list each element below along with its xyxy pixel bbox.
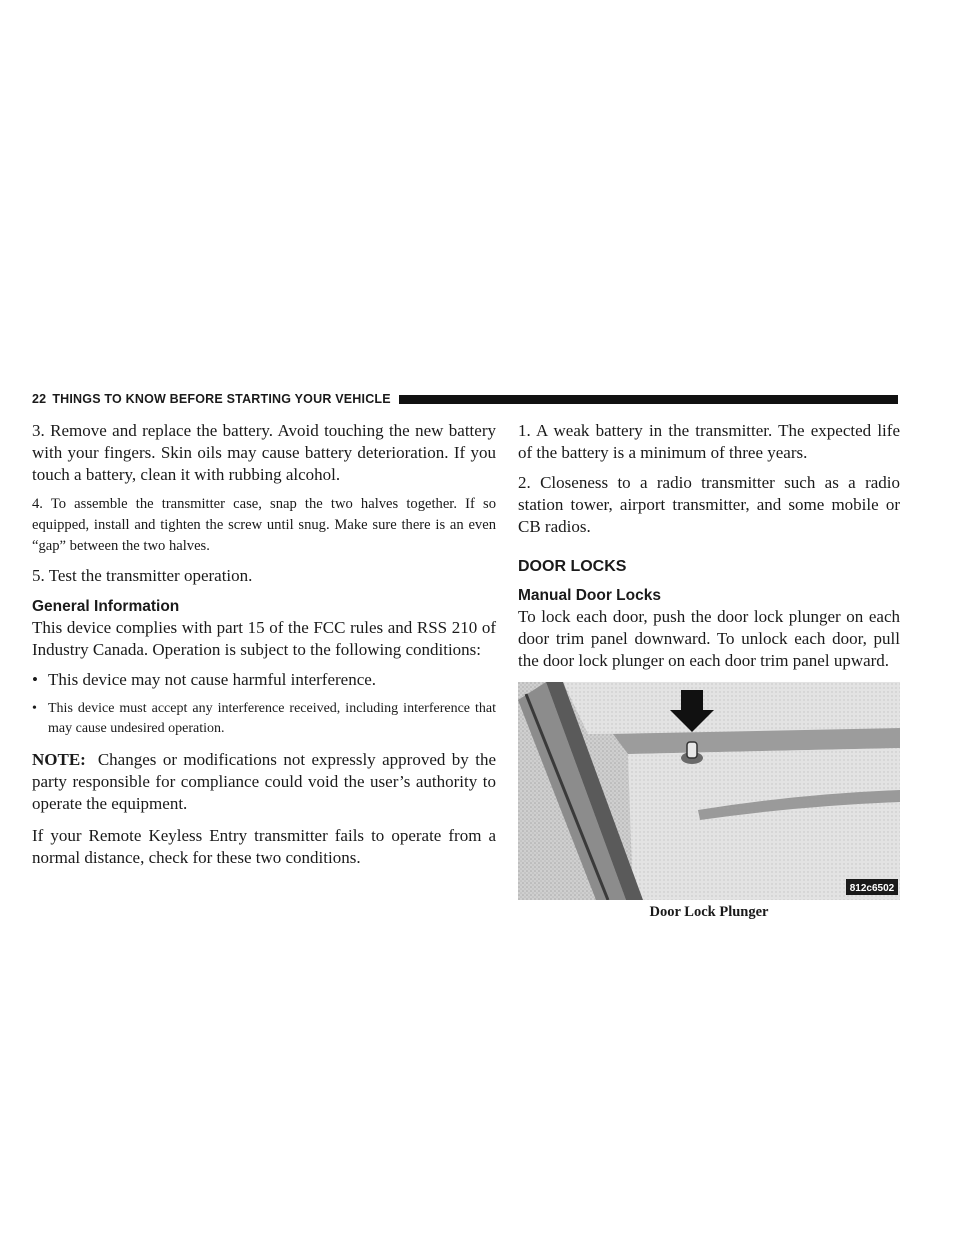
door-lock-figure [518,682,900,922]
window-area [563,682,900,734]
note-paragraph [32,749,496,815]
door-lock-plunger [687,742,697,758]
manual-door-locks-heading: Manual Door Locks [518,587,661,604]
note-label: NOTE: [32,750,86,769]
note-text: Changes or modifications not expressly approved by the party responsible for compliance could void the user’s authority to operate the equipment. [32,750,496,813]
step-3-text: 3. Remove and replace the battery. Avoid touching the new battery with your fingers. Skin oils may cause battery deterioration. If you touch a battery, clean it with rubbing alcohol. [32,421,496,484]
page-header [32,389,898,409]
general-information-heading: General Information [32,598,180,615]
bullet-item [32,699,496,739]
manual-door-locks-text: To lock each door, push the door lock plunger on each door trim panel downward. To unlock each door, pull the door lock plunger on each door trim panel upward. [518,607,900,670]
figure-caption: Door Lock Plunger [649,904,769,920]
condition-1-text: 1. A weak battery in the transmitter. The expected life of the battery is a minimum of three years. [518,421,900,462]
step-5-text: 5. Test the transmitter operation. [32,566,253,585]
header-rule [399,395,898,404]
figure-code: 812c6502 [849,883,895,894]
bullet-icon: • [32,701,37,716]
bullet-text: This device may not cause harmful interference. [48,670,377,689]
page-number: 22 [32,392,47,406]
right-column [518,420,900,922]
bullet-item [32,669,496,691]
section-title: THINGS TO KNOW BEFORE STARTING YOUR VEHICLE [52,392,391,406]
step-4-text: 4. To assemble the transmitter case, snap the two halves together. If so equipped, install and tighten the screw until snug. Make sure there is an even “gap” between the two halves. [32,496,496,554]
door-locks-heading: DOOR LOCKS [518,558,627,575]
door-lock-plunger-illustration [518,682,900,900]
general-information-text: This device complies with part 15 of the FCC rules and RSS 210 of Industry Canada. Operation is subject to the following conditions: [32,618,496,659]
left-column [32,420,496,869]
transmitter-fail-text: If your Remote Keyless Entry transmitter fails to operate from a normal distance, check for these two conditions. [32,826,496,867]
bullet-icon: • [32,670,38,689]
bullet-text: This device must accept any interference received, including interference that may cause undesired operation. [48,701,496,736]
door-trim-panel [628,748,900,900]
condition-2-text: 2. Closeness to a radio transmitter such as a radio station tower, airport transmitter, and some mobile or CB radios. [518,473,900,536]
